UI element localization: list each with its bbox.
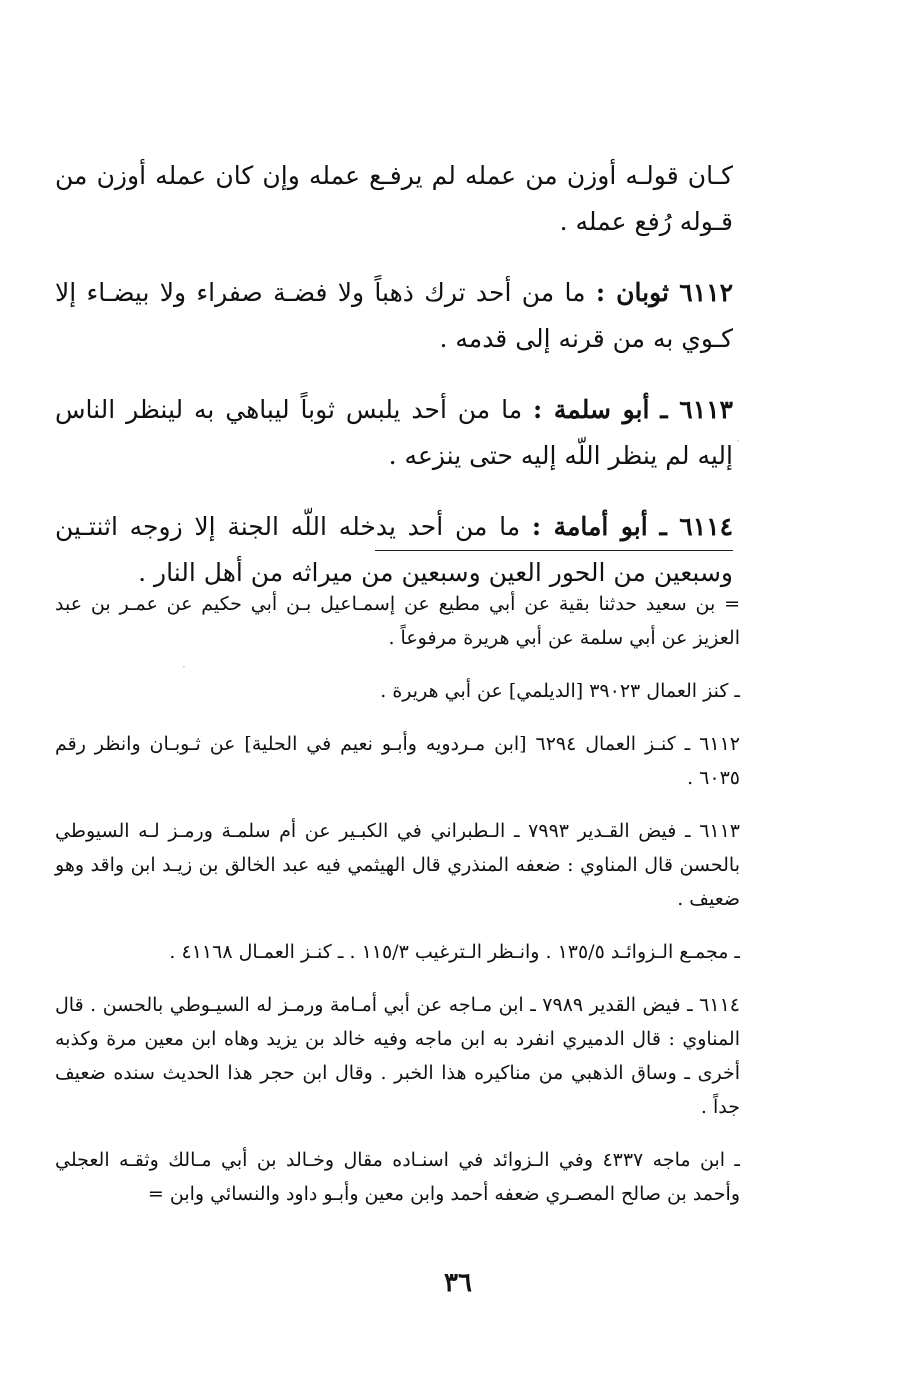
hadith-entry [55, 153, 733, 245]
footnote: ٦١١٢ ـ كنـز العمال ٦٢٩٤ [ابن مـردويه وأبـو نعيم في الحلية] عن ثـوبـان وانظر رقم ٦٠٣٥ . [55, 733, 740, 789]
hadith-entry [55, 387, 733, 479]
scan-speck: · [736, 434, 740, 448]
hadith-entry [55, 270, 733, 362]
footnote: ـ كنز العمال ٣٩٠٢٣ [الديلمي] عن أبي هريرة . [380, 680, 740, 702]
footnote: ٦١١٤ ـ فيض القدير ٧٩٨٩ ـ ابن مـاجه عن أبي أمـامة ورمـز له السيـوطي بالحسن . قال المناوي : قال الدميري انفرد به ابن ماجه وفيه خالد بن يزيد وهاه ابن معين مرة وكذبه أخرى ـ وساق الذهبي من مناكيره هذا الخبر . وقال ابن حجر هذا الحديث سنده ضعيف جداً . [55, 994, 740, 1118]
entry-text: ما من أحد يلبس ثوباً ليباهي به لينظر الناس إليه لم ينظر اللّه إليه حتى ينزعه . [55, 395, 733, 470]
footnote: ـ ابن ماجه ٤٣٣٧ وفي الـزوائد في اسنـاده مقال وخـالد بن أبي مـالك وثقـه العجلي وأحمد بن صالح المصـري ضعفه أحمد وابن معين وأبـو داود والنسائي وابن = [55, 1149, 740, 1205]
entry-narrator: أبو سلمة : [532, 395, 650, 424]
entry-text: كـان قولـه أوزن من عمله لم يرفـع عمله وإن كان عمله أوزن من قـوله رُفع عمله . [55, 161, 733, 236]
entry-number: ٦١١٤ ـ [659, 512, 734, 541]
footnote-divider [375, 550, 733, 551]
entry-text: ما من أحد يدخله اللّه الجنة إلا زوجه اثنتـين وسبعين من الحور العين وسبعين من ميراثه من أهل النار . [55, 512, 733, 587]
footnote: = بن سعيد حدثنا بقية عن أبي مطيع عن إسمـاعيل بـن أبي حكيم عن عمـر بن عبد العزيز عن أبي سلمة عن أبي هريرة مرفوعاً . [55, 593, 740, 649]
footnote: ـ مجمـع الـزوائـد ١٣٥/٥ . وانـظر الـترغيب ١١٥/٣ . ـ كنـز العمـال ٤١١٦٨ . [169, 941, 740, 963]
footnotes [55, 568, 740, 1221]
footnote: ٦١١٣ ـ فيض القـدير ٧٩٩٣ ـ الـطبراني في الكبـير عن أم سلمـة ورمـز لـه السيوطي بالحسن قال المناوي : ضعفه المنذري قال الهيثمي فيه عبد الخالق بن زيـد ابن واقد وهو ضعيف . [55, 820, 741, 910]
entry-number: ٦١١٢ [679, 278, 733, 307]
scan-speck: · [182, 660, 186, 674]
main-text [55, 128, 733, 612]
entry-narrator: أبو أمامة : [531, 512, 648, 541]
entry-narrator: ثوبان : [595, 278, 669, 307]
entry-number: ٦١١٣ ـ [660, 395, 733, 424]
page-number: ٣٦ [444, 1268, 472, 1298]
entry-text: ما من أحد ترك ذهباً ولا فضـة صفراء ولا بيضـاء إلا كـوي به من قرنه إلى قدمه . [55, 278, 733, 353]
